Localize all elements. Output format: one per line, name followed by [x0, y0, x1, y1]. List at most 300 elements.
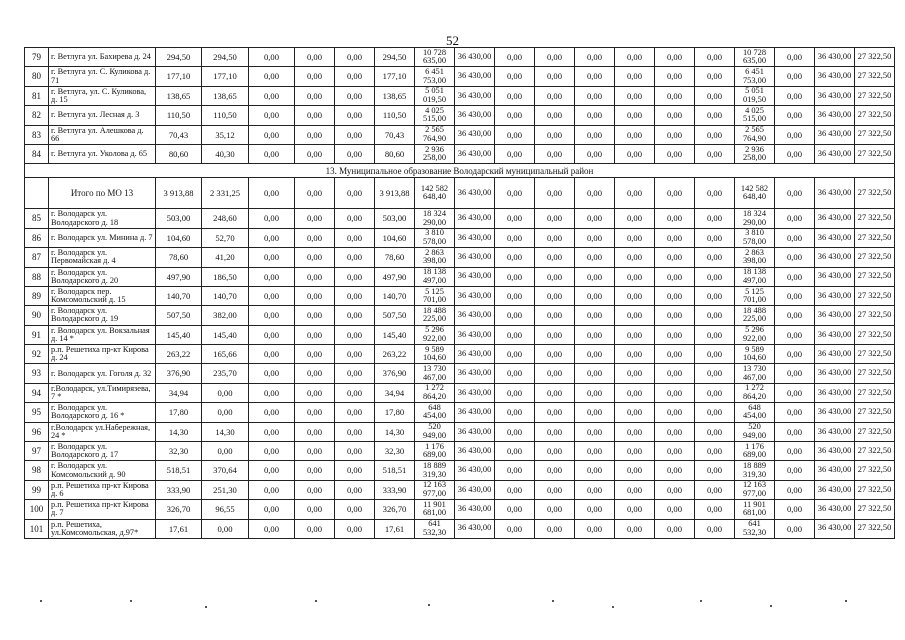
cell-c6: 333,90: [375, 480, 415, 499]
cell-c9: 0,00: [495, 248, 535, 267]
cell-c9: 0,00: [495, 125, 535, 144]
cell-c11: 0,00: [575, 228, 615, 247]
cell-c5: 0,00: [335, 209, 375, 228]
cell-c9: 0,00: [495, 286, 535, 305]
table-row: [25, 500, 895, 519]
cell-c16: 0,00: [775, 345, 815, 364]
cell-c5: 0,00: [335, 144, 375, 163]
cell-c13: 0,00: [655, 325, 695, 344]
cell-name: г. Володарск ул. Гоголя д. 32: [49, 364, 156, 383]
cell-c7: 5 051 019,50: [415, 86, 455, 105]
table-row: [25, 267, 895, 286]
cell-c18: 27 322,50: [855, 364, 895, 383]
cell-c12: 0,00: [615, 422, 655, 441]
cell-c7: 18 324 290,00: [415, 209, 455, 228]
cell-c4: 0,00: [295, 286, 335, 305]
cell-c4: 0,00: [295, 403, 335, 422]
table-body-bottom: [25, 209, 895, 539]
cell-c7: 641 532,30: [415, 519, 455, 538]
cell-c13: 0,00: [655, 442, 695, 461]
cell-c12: 0,00: [615, 442, 655, 461]
cell-c18: 27 322,50: [855, 500, 895, 519]
table-row: [25, 209, 895, 228]
cell-c6: 17,80: [375, 403, 415, 422]
cell-n: 98: [25, 461, 49, 480]
cell-c18: 27 322,50: [855, 106, 895, 125]
cell-c13: 0,00: [655, 383, 695, 402]
cell-c3: 0,00: [249, 144, 295, 163]
cell-c10: 0,00: [535, 519, 575, 538]
cell-c12: 0,00: [615, 325, 655, 344]
cell-name: г. Володарск ул. Володарского д. 17: [49, 442, 156, 461]
cell-c4: 0,00: [295, 228, 335, 247]
cell-c2: 145,40: [202, 325, 249, 344]
cell-c7: 11 901 681,00: [415, 500, 455, 519]
cell-c17: 36 430,00: [815, 106, 855, 125]
cell-c3: 0,00: [249, 125, 295, 144]
cell-c8: 36 430,00: [455, 500, 495, 519]
cell-c13: 0,00: [655, 48, 695, 67]
table-body-top: [25, 48, 895, 164]
cell-name: Итого по МО 13: [49, 178, 156, 209]
cell-c5: 0,00: [335, 178, 375, 209]
cell-c4: 0,00: [295, 364, 335, 383]
cell-c5: 0,00: [335, 325, 375, 344]
cell-c14: 0,00: [695, 286, 735, 305]
cell-c17: 36 430,00: [815, 178, 855, 209]
cell-c8: 36 430,00: [455, 325, 495, 344]
cell-c11: 0,00: [575, 178, 615, 209]
cell-c8: 36 430,00: [455, 209, 495, 228]
cell-c15: 9 589 104,60: [735, 345, 775, 364]
cell-c2: 177,10: [202, 67, 249, 86]
cell-name: г. Володарск ул. Первомайская д. 4: [49, 248, 156, 267]
cell-c8: 36 430,00: [455, 480, 495, 499]
cell-n: 95: [25, 403, 49, 422]
cell-c7: 1 176 689,00: [415, 442, 455, 461]
cell-c11: 0,00: [575, 519, 615, 538]
cell-c4: 0,00: [295, 519, 335, 538]
cell-c10: 0,00: [535, 248, 575, 267]
cell-c2: 110,50: [202, 106, 249, 125]
cell-c4: 0,00: [295, 125, 335, 144]
cell-c17: 36 430,00: [815, 345, 855, 364]
cell-c11: 0,00: [575, 403, 615, 422]
cell-c2: 370,64: [202, 461, 249, 480]
cell-c14: 0,00: [695, 248, 735, 267]
cell-n: 84: [25, 144, 49, 163]
cell-c13: 0,00: [655, 345, 695, 364]
cell-n: 94: [25, 383, 49, 402]
cell-c10: 0,00: [535, 461, 575, 480]
cell-c7: 520 949,00: [415, 422, 455, 441]
cell-c2: 0,00: [202, 383, 249, 402]
cell-c17: 36 430,00: [815, 144, 855, 163]
cell-c9: 0,00: [495, 228, 535, 247]
cell-c11: 0,00: [575, 306, 615, 325]
cell-c14: 0,00: [695, 144, 735, 163]
cell-c2: 2 331,25: [202, 178, 249, 209]
cell-c3: 0,00: [249, 519, 295, 538]
cell-c4: 0,00: [295, 500, 335, 519]
cell-c16: 0,00: [775, 461, 815, 480]
cell-c11: 0,00: [575, 86, 615, 105]
cell-c18: 27 322,50: [855, 306, 895, 325]
cell-c18: 27 322,50: [855, 480, 895, 499]
cell-c15: 18 324 290,00: [735, 209, 775, 228]
table-row: [25, 106, 895, 125]
cell-c3: 0,00: [249, 383, 295, 402]
cell-name: р.п. Решетиха пр-кт Кирова д. 7: [49, 500, 156, 519]
cell-c3: 0,00: [249, 480, 295, 499]
cell-c14: 0,00: [695, 345, 735, 364]
cell-c11: 0,00: [575, 442, 615, 461]
cell-c5: 0,00: [335, 480, 375, 499]
cell-c11: 0,00: [575, 345, 615, 364]
cell-c17: 36 430,00: [815, 325, 855, 344]
cell-c12: 0,00: [615, 144, 655, 163]
section-row: [25, 164, 895, 178]
cell-c6: 263,22: [375, 345, 415, 364]
cell-c10: 0,00: [535, 422, 575, 441]
cell-c18: 27 322,50: [855, 442, 895, 461]
cell-c12: 0,00: [615, 106, 655, 125]
cell-c4: 0,00: [295, 86, 335, 105]
cell-c6: 34,94: [375, 383, 415, 402]
cell-c15: 18 138 497,00: [735, 267, 775, 286]
cell-c14: 0,00: [695, 442, 735, 461]
cell-c2: 40,30: [202, 144, 249, 163]
cell-c5: 0,00: [335, 67, 375, 86]
cell-c3: 0,00: [249, 286, 295, 305]
cell-c17: 36 430,00: [815, 306, 855, 325]
cell-c17: 36 430,00: [815, 461, 855, 480]
cell-n: 85: [25, 209, 49, 228]
table-row: [25, 461, 895, 480]
cell-c3: 0,00: [249, 500, 295, 519]
cell-c14: 0,00: [695, 178, 735, 209]
table-row: [25, 144, 895, 163]
cell-c15: 142 582 648,40: [735, 178, 775, 209]
cell-c5: 0,00: [335, 286, 375, 305]
cell-c11: 0,00: [575, 125, 615, 144]
cell-c14: 0,00: [695, 306, 735, 325]
cell-n: 81: [25, 86, 49, 105]
cell-c17: 36 430,00: [815, 248, 855, 267]
cell-n: 92: [25, 345, 49, 364]
cell-c12: 0,00: [615, 67, 655, 86]
cell-c14: 0,00: [695, 403, 735, 422]
cell-c6: 32,30: [375, 442, 415, 461]
cell-c12: 0,00: [615, 500, 655, 519]
cell-c17: 36 430,00: [815, 67, 855, 86]
cell-c8: 36 430,00: [455, 67, 495, 86]
cell-c10: 0,00: [535, 125, 575, 144]
cell-c9: 0,00: [495, 178, 535, 209]
cell-c16: 0,00: [775, 364, 815, 383]
cell-name: г. Володарск ул. Минина д. 7: [49, 228, 156, 247]
cell-n: 82: [25, 106, 49, 125]
cell-c9: 0,00: [495, 144, 535, 163]
cell-name: г.Володарск, ул.Тимирязева, 7 *: [49, 383, 156, 402]
cell-c14: 0,00: [695, 106, 735, 125]
cell-c15: 641 532,30: [735, 519, 775, 538]
table-row: [25, 325, 895, 344]
cell-c2: 382,00: [202, 306, 249, 325]
cell-c12: 0,00: [615, 125, 655, 144]
cell-c5: 0,00: [335, 519, 375, 538]
cell-c12: 0,00: [615, 248, 655, 267]
cell-c10: 0,00: [535, 364, 575, 383]
cell-c3: 0,00: [249, 267, 295, 286]
cell-c15: 3 810 578,00: [735, 228, 775, 247]
cell-c15: 1 176 689,00: [735, 442, 775, 461]
cell-n: 88: [25, 267, 49, 286]
cell-c8: 36 430,00: [455, 519, 495, 538]
cell-c9: 0,00: [495, 500, 535, 519]
cell-c10: 0,00: [535, 178, 575, 209]
table-row: [25, 286, 895, 305]
cell-c13: 0,00: [655, 500, 695, 519]
cell-c1: 294,50: [156, 48, 202, 67]
cell-c8: 36 430,00: [455, 86, 495, 105]
cell-c7: 18 488 225,00: [415, 306, 455, 325]
table-body-total: [25, 178, 895, 209]
cell-c4: 0,00: [295, 480, 335, 499]
cell-c4: 0,00: [295, 383, 335, 402]
cell-c3: 0,00: [249, 86, 295, 105]
cell-n: 83: [25, 125, 49, 144]
cell-c3: 0,00: [249, 345, 295, 364]
scan-dots: [0, 600, 905, 620]
cell-c16: 0,00: [775, 403, 815, 422]
cell-c14: 0,00: [695, 461, 735, 480]
cell-c17: 36 430,00: [815, 383, 855, 402]
cell-c10: 0,00: [535, 267, 575, 286]
cell-c17: 36 430,00: [815, 48, 855, 67]
cell-c11: 0,00: [575, 364, 615, 383]
cell-c4: 0,00: [295, 345, 335, 364]
cell-c11: 0,00: [575, 325, 615, 344]
cell-c9: 0,00: [495, 364, 535, 383]
cell-c12: 0,00: [615, 86, 655, 105]
cell-n: [25, 178, 49, 209]
cell-c3: 0,00: [249, 325, 295, 344]
cell-c8: 36 430,00: [455, 306, 495, 325]
cell-c14: 0,00: [695, 48, 735, 67]
cell-c5: 0,00: [335, 403, 375, 422]
cell-c5: 0,00: [335, 248, 375, 267]
cell-c1: 518,51: [156, 461, 202, 480]
cell-c5: 0,00: [335, 106, 375, 125]
cell-c1: 104,60: [156, 228, 202, 247]
cell-c3: 0,00: [249, 306, 295, 325]
cell-c3: 0,00: [249, 67, 295, 86]
cell-c1: 503,00: [156, 209, 202, 228]
cell-n: 93: [25, 364, 49, 383]
cell-c11: 0,00: [575, 67, 615, 86]
cell-c16: 0,00: [775, 286, 815, 305]
cell-c13: 0,00: [655, 286, 695, 305]
cell-c5: 0,00: [335, 422, 375, 441]
cell-c14: 0,00: [695, 422, 735, 441]
cell-name: г. Володарск пер. Комсомольский д. 15: [49, 286, 156, 305]
cell-c8: 36 430,00: [455, 248, 495, 267]
cell-c6: 497,90: [375, 267, 415, 286]
table-row: [25, 306, 895, 325]
cell-c10: 0,00: [535, 480, 575, 499]
cell-c16: 0,00: [775, 248, 815, 267]
cell-c3: 0,00: [249, 48, 295, 67]
cell-c10: 0,00: [535, 325, 575, 344]
cell-c18: 27 322,50: [855, 461, 895, 480]
cell-n: 87: [25, 248, 49, 267]
cell-c8: 36 430,00: [455, 403, 495, 422]
cell-c10: 0,00: [535, 86, 575, 105]
table-row: [25, 48, 895, 67]
table-row: [25, 248, 895, 267]
cell-n: 89: [25, 286, 49, 305]
cell-c11: 0,00: [575, 248, 615, 267]
cell-c18: 27 322,50: [855, 325, 895, 344]
cell-c2: 0,00: [202, 403, 249, 422]
cell-c1: 17,61: [156, 519, 202, 538]
cell-c15: 6 451 753,00: [735, 67, 775, 86]
cell-c10: 0,00: [535, 286, 575, 305]
cell-c10: 0,00: [535, 209, 575, 228]
cell-c4: 0,00: [295, 178, 335, 209]
cell-c7: 18 889 319,30: [415, 461, 455, 480]
cell-c16: 0,00: [775, 228, 815, 247]
cell-c16: 0,00: [775, 267, 815, 286]
cell-c7: 142 582 648,40: [415, 178, 455, 209]
cell-c12: 0,00: [615, 461, 655, 480]
cell-c5: 0,00: [335, 364, 375, 383]
cell-c11: 0,00: [575, 106, 615, 125]
cell-c15: 2 863 398,00: [735, 248, 775, 267]
cell-c11: 0,00: [575, 144, 615, 163]
cell-c16: 0,00: [775, 519, 815, 538]
cell-c6: 80,60: [375, 144, 415, 163]
cell-c12: 0,00: [615, 345, 655, 364]
cell-c11: 0,00: [575, 480, 615, 499]
cell-c2: 41,20: [202, 248, 249, 267]
cell-c10: 0,00: [535, 345, 575, 364]
cell-c6: 518,51: [375, 461, 415, 480]
cell-c15: 5 296 922,00: [735, 325, 775, 344]
cell-c13: 0,00: [655, 106, 695, 125]
cell-name: г. Ветлуга, ул. С. Куликова, д. 15: [49, 86, 156, 105]
cell-c13: 0,00: [655, 67, 695, 86]
cell-c9: 0,00: [495, 519, 535, 538]
cell-c8: 36 430,00: [455, 345, 495, 364]
cell-c8: 36 430,00: [455, 364, 495, 383]
cell-n: 91: [25, 325, 49, 344]
cell-c17: 36 430,00: [815, 519, 855, 538]
cell-c10: 0,00: [535, 306, 575, 325]
cell-c1: 376,90: [156, 364, 202, 383]
cell-c3: 0,00: [249, 209, 295, 228]
cell-c9: 0,00: [495, 209, 535, 228]
cell-c16: 0,00: [775, 209, 815, 228]
cell-c6: 145,40: [375, 325, 415, 344]
cell-c1: 78,60: [156, 248, 202, 267]
cell-c3: 0,00: [249, 228, 295, 247]
cell-c10: 0,00: [535, 106, 575, 125]
cell-c13: 0,00: [655, 125, 695, 144]
cell-c10: 0,00: [535, 403, 575, 422]
table-row: [25, 86, 895, 105]
cell-name: г. Ветлуга ул. С. Куликова д. 71: [49, 67, 156, 86]
cell-name: г. Володарск ул. Комсомольский д. 90: [49, 461, 156, 480]
cell-c2: 140,70: [202, 286, 249, 305]
cell-c14: 0,00: [695, 228, 735, 247]
cell-c7: 2 863 398,00: [415, 248, 455, 267]
cell-c16: 0,00: [775, 178, 815, 209]
cell-c1: 140,70: [156, 286, 202, 305]
cell-c11: 0,00: [575, 383, 615, 402]
table-row: [25, 383, 895, 402]
cell-c8: 36 430,00: [455, 228, 495, 247]
cell-c12: 0,00: [615, 228, 655, 247]
cell-c5: 0,00: [335, 86, 375, 105]
cell-c12: 0,00: [615, 48, 655, 67]
cell-c4: 0,00: [295, 248, 335, 267]
cell-c15: 5 125 701,00: [735, 286, 775, 305]
cell-c17: 36 430,00: [815, 86, 855, 105]
cell-c13: 0,00: [655, 403, 695, 422]
section-title: 13. Муниципальное образование Володарский муниципальный район: [25, 164, 895, 178]
cell-n: 101: [25, 519, 49, 538]
cell-c2: 248,60: [202, 209, 249, 228]
cell-c3: 0,00: [249, 461, 295, 480]
cell-c3: 0,00: [249, 422, 295, 441]
cell-c11: 0,00: [575, 267, 615, 286]
cell-c18: 27 322,50: [855, 86, 895, 105]
cell-c1: 110,50: [156, 106, 202, 125]
cell-c3: 0,00: [249, 178, 295, 209]
cell-c15: 18 889 319,30: [735, 461, 775, 480]
cell-n: 96: [25, 422, 49, 441]
cell-c14: 0,00: [695, 267, 735, 286]
cell-c15: 10 728 635,00: [735, 48, 775, 67]
cell-name: г.Володарск ул.Набережная, 24 *: [49, 422, 156, 441]
cell-c1: 34,94: [156, 383, 202, 402]
cell-c7: 18 138 497,00: [415, 267, 455, 286]
cell-c6: 70,43: [375, 125, 415, 144]
cell-c2: 165,66: [202, 345, 249, 364]
cell-c15: 12 163 977,00: [735, 480, 775, 499]
cell-c1: 333,90: [156, 480, 202, 499]
cell-c13: 0,00: [655, 480, 695, 499]
cell-c8: 36 430,00: [455, 48, 495, 67]
cell-name: г. Володарск ул. Володарского д. 19: [49, 306, 156, 325]
cell-c17: 36 430,00: [815, 442, 855, 461]
cell-name: г. Ветлуга ул. Лесная д. 3: [49, 106, 156, 125]
cell-c7: 5 296 922,00: [415, 325, 455, 344]
cell-c15: 18 488 225,00: [735, 306, 775, 325]
cell-c5: 0,00: [335, 306, 375, 325]
cell-c16: 0,00: [775, 442, 815, 461]
cell-c14: 0,00: [695, 364, 735, 383]
cell-c7: 4 025 515,00: [415, 106, 455, 125]
cell-c8: 36 430,00: [455, 125, 495, 144]
cell-c13: 0,00: [655, 267, 695, 286]
table-row: [25, 364, 895, 383]
cell-c9: 0,00: [495, 403, 535, 422]
cell-n: 80: [25, 67, 49, 86]
cell-c1: 138,65: [156, 86, 202, 105]
